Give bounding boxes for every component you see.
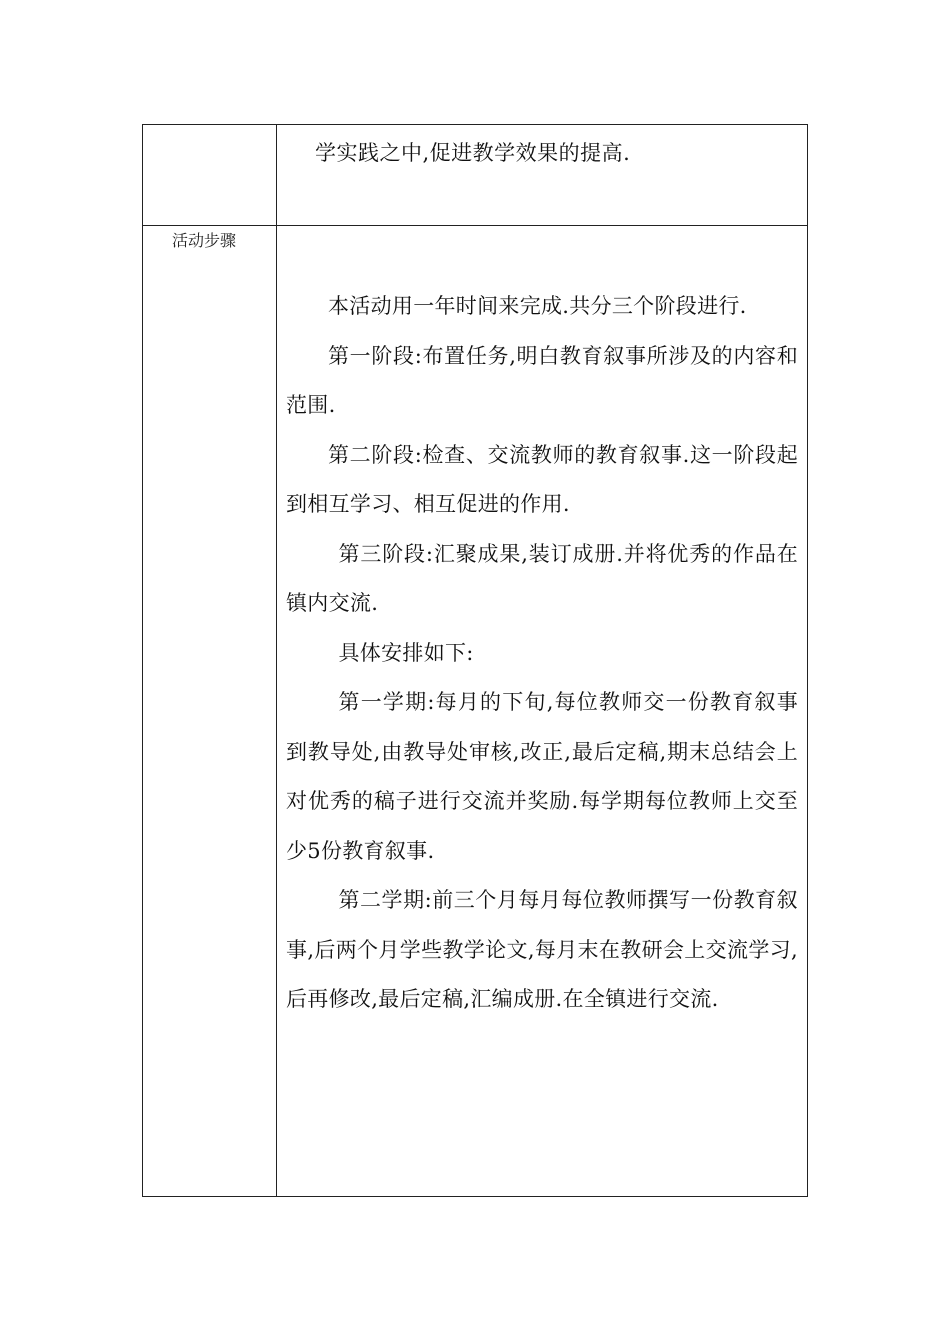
paragraph-stage-two: 第二阶段:检查、交流教师的教育叙事.这一阶段起到相互学习、相互促进的作用. [286,442,798,516]
continued-text-line: 学实践之中,促进教学效果的提高. [315,141,631,165]
activity-steps-content [286,282,798,1025]
paragraph-second-semester: 第二学期:前三个月每月每位教师撰写一份教育叙事,后两个月学些教学论文,每月末在教研会上交流学习,后再修改,最后定稿,汇编成册.在全镇进行交流. [286,888,798,1011]
paragraph-arrangement: 具体安排如下: [338,640,474,665]
paragraph-first-semester: 第一学期:每月的下旬,每位教师交一份教育叙事到教导处,由教导处审核,改正,最后定稿,期末总结会上对优秀的稿子进行交流并奖励.每学期每位教师上交至少5份教育叙事. [286,690,798,863]
table-column-divider [276,125,277,1196]
paragraph-stage-three: 第三阶段:汇聚成果,装订成册.并将优秀的作品在镇内交流. [286,541,798,615]
table-row-divider [143,225,807,226]
paragraph-stage-one: 第一阶段:布置任务,明白教育叙事所涉及的内容和范围. [286,343,798,417]
row-label-activity-steps: 活动步骤 [172,231,237,250]
paragraph-intro: 本活动用一年时间来完成.共分三个阶段进行. [328,294,747,318]
